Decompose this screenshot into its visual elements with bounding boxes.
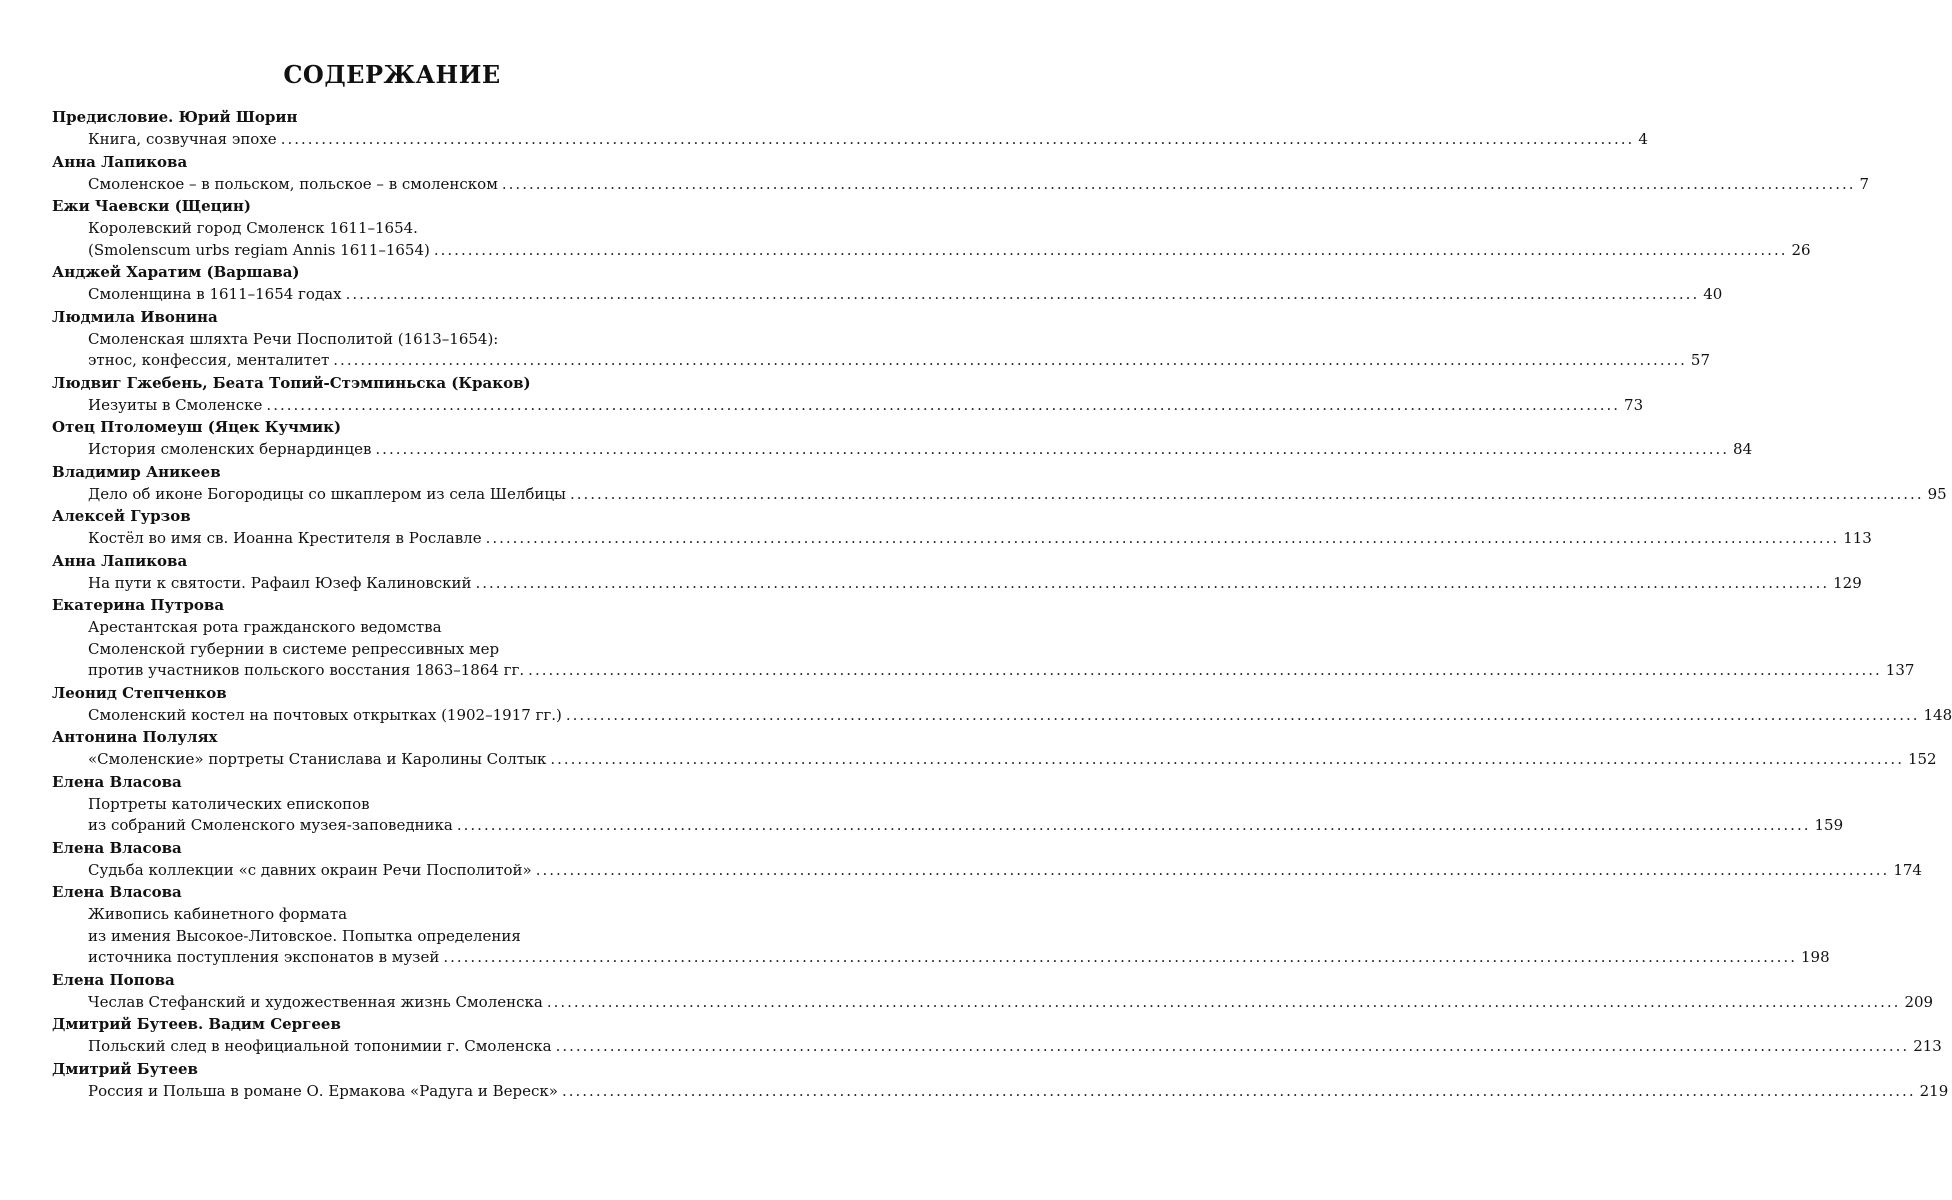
toc-page-number: 129 (1833, 573, 1862, 592)
toc-work-line (88, 528, 1872, 550)
toc-author: Анна Лапикова (52, 551, 188, 570)
toc-work (52, 705, 1952, 727)
toc-work-title: «Смоленские» портреты Станислава и Каролины Солтык (88, 750, 547, 768)
toc-entry (52, 416, 1753, 461)
toc-page-number: 95 (1927, 484, 1947, 503)
dot-leader: ........................................................................................................................................................................................................ (565, 705, 1920, 724)
toc-work-title: Костёл во имя св. Иоанна Крестителя в Рославле (88, 529, 482, 547)
toc-page-number: 198 (1800, 948, 1830, 966)
toc-page-number: 73 (1624, 395, 1644, 414)
toc-work-line (88, 240, 1811, 262)
toc-author: Ежи Чаевски (Щецин) (52, 197, 251, 215)
toc-page-number: 137 (1885, 661, 1915, 679)
toc-entry (52, 594, 1915, 682)
toc-work-title: Россия и Польша в романе О. Ермакова «Радуга и Вереск» (88, 1081, 558, 1100)
toc-page-number: 213 (1913, 1037, 1942, 1055)
dot-leader: ........................................................................................................................................................................................................ (485, 529, 1840, 547)
toc-work-title: На пути к святости. Рафаил Юзеф Калиновский (88, 573, 472, 592)
toc-entry (52, 195, 1811, 261)
toc-page-number: 219 (1919, 1081, 1949, 1100)
toc-work (52, 1081, 1949, 1103)
page-title: СОДЕРЖАНИЕ (283, 60, 501, 89)
toc-author: Алексей Гурзов (52, 507, 191, 525)
toc-work-title: История смоленских бернардинцев (88, 440, 372, 458)
toc-work (52, 329, 1710, 372)
toc-work-title: Чеслав Стефанский и художественная жизнь Смоленска (88, 992, 543, 1011)
toc-work-line (88, 284, 1723, 306)
toc-work (52, 749, 1937, 771)
toc-page-number: 174 (1893, 860, 1922, 879)
toc-entry (52, 726, 1937, 771)
toc-work-line (88, 1036, 1942, 1058)
dot-leader: ........................................................................................................................................................................................................ (375, 440, 1730, 458)
toc-work (52, 129, 1648, 151)
toc-page-number: 40 (1703, 285, 1723, 303)
toc-entry (52, 1013, 1942, 1058)
toc-entry (52, 261, 1723, 306)
toc-work (52, 617, 1915, 682)
toc-work-line (88, 573, 1862, 595)
toc-work-line (88, 947, 1830, 969)
toc-work-line: Смоленская шляхта Речи Посполитой (1613–1654): (88, 329, 499, 348)
toc-author: Отец Птоломеуш (Яцек Кучмик) (52, 418, 342, 436)
toc-page-number: 84 (1733, 440, 1753, 458)
toc-page-number: 26 (1791, 240, 1811, 259)
dot-leader: ........................................................................................................................................................................................................ (550, 750, 1904, 768)
dot-leader: ........................................................................................................................................................................................................ (433, 240, 1788, 259)
toc-author: Елена Власова (52, 883, 182, 901)
toc-work-title: Смоленский костел на почтовых открытках (1902–1917 гг.) (88, 705, 562, 724)
toc-work-title: против участников польского восстания 1863–1864 гг. (88, 661, 525, 679)
dot-leader: ........................................................................................................................................................................................................ (561, 1081, 1916, 1100)
toc-work (52, 439, 1753, 461)
toc-work-line: Арестантская рота гражданского ведомства (88, 618, 442, 636)
toc-page-number: 152 (1907, 750, 1937, 768)
toc-entry (52, 372, 1644, 417)
toc-work-line: Живопись кабинетного формата (88, 905, 348, 923)
toc-entry (52, 1058, 1949, 1103)
toc-author: Предисловие. Юрий Шорин (52, 108, 298, 126)
dot-leader: ........................................................................................................................................................................................................ (345, 285, 1700, 303)
toc-entry (52, 306, 1710, 372)
toc-work-title: источника поступления экспонатов в музей (88, 948, 440, 966)
toc-author: Людмила Ивонина (52, 307, 218, 326)
toc-entry (52, 151, 1870, 196)
toc-work-title: Польский след в неофициальной топонимии г. Смоленска (88, 1037, 552, 1055)
toc-work-title: из собраний Смоленского музея-заповедника (88, 816, 453, 834)
dot-leader: ........................................................................................................................................................................................................ (266, 395, 1621, 414)
toc-work-line (88, 860, 1922, 882)
toc-entry (52, 682, 1952, 727)
toc-work-line: из имения Высокое-Литовское. Попытка определения (88, 926, 521, 945)
toc-author: Анна Лапикова (52, 152, 188, 171)
toc-work-line (88, 1081, 1949, 1103)
toc-entry (52, 881, 1830, 969)
dot-leader: ........................................................................................................................................................................................................ (501, 174, 1856, 193)
toc-page-number: 113 (1843, 529, 1872, 547)
toc-author: Екатерина Путрова (52, 596, 225, 614)
toc-work (52, 1036, 1942, 1058)
toc-work (52, 794, 1844, 837)
toc-entry (52, 550, 1862, 595)
dot-leader: ........................................................................................................................................................................................................ (456, 816, 1811, 834)
dot-leader: ........................................................................................................................................................................................................ (546, 992, 1901, 1011)
dot-leader: ........................................................................................................................................................................................................ (535, 860, 1890, 879)
toc-work-line (88, 174, 1870, 196)
toc-work-title: Книга, созвучная эпохе (88, 130, 277, 148)
toc-work (52, 573, 1862, 595)
toc-page-number: 159 (1814, 816, 1844, 834)
toc-work-line (88, 660, 1915, 682)
toc-work-line (88, 992, 1934, 1014)
dot-leader: ........................................................................................................................................................................................................ (280, 130, 1635, 148)
toc-work-title: Судьба коллекции «с давних окраин Речи Посполитой» (88, 860, 532, 879)
toc-work-line (88, 350, 1710, 372)
toc-entry (52, 505, 1872, 550)
toc-work (52, 528, 1872, 550)
toc-work-line (88, 439, 1753, 461)
toc-work-line (88, 395, 1644, 417)
toc-work (52, 860, 1922, 882)
toc-entry (52, 106, 1648, 151)
dot-leader: ........................................................................................................................................................................................................ (333, 351, 1687, 369)
toc-work-line (88, 705, 1952, 727)
toc-author: Леонид Степченков (52, 683, 227, 702)
dot-leader: ........................................................................................................................................................................................................ (475, 573, 1830, 592)
dot-leader: ........................................................................................................................................................................................................ (555, 1037, 1910, 1055)
dot-leader: ........................................................................................................................................................................................................ (443, 948, 1797, 966)
toc-work (52, 174, 1870, 196)
toc-work-line (88, 484, 1947, 506)
dot-leader: ........................................................................................................................................................................................................ (528, 661, 1882, 679)
toc-work-title: Смоленщина в 1611–1654 годах (88, 285, 342, 303)
toc-work-line: Портреты католических епископов (88, 794, 370, 813)
toc-page-number: 148 (1923, 705, 1952, 724)
toc-page-number: 7 (1859, 174, 1870, 193)
dot-leader: ........................................................................................................................................................................................................ (569, 484, 1924, 503)
toc-work (52, 284, 1723, 306)
table-of-contents (52, 106, 1952, 1102)
toc-author: Владимир Аникеев (52, 462, 221, 481)
toc-page-number: 209 (1904, 992, 1934, 1011)
toc-work (52, 218, 1811, 261)
toc-work-line (88, 749, 1937, 771)
toc-author: Елена Власова (52, 772, 182, 791)
toc-work-title: Иезуиты в Смоленске (88, 395, 263, 414)
toc-work (52, 395, 1644, 417)
toc-author: Елена Власова (52, 838, 182, 857)
toc-author: Дмитрий Бутеев (52, 1059, 198, 1078)
toc-entry (52, 969, 1934, 1014)
toc-page-number: 4 (1638, 130, 1648, 148)
toc-author: Антонина Полулях (52, 728, 218, 746)
toc-work-title: Смоленское – в польском, польское – в смоленском (88, 174, 498, 193)
toc-entry (52, 771, 1844, 837)
toc-entry (52, 837, 1922, 882)
toc-work (52, 992, 1934, 1014)
toc-author: Елена Попова (52, 970, 175, 989)
toc-page-number: 57 (1690, 351, 1710, 369)
toc-author: Анджей Харатим (Варшава) (52, 263, 300, 281)
toc-work-title: Дело об иконе Богородицы со шкаплером из села Шелбицы (88, 484, 566, 503)
toc-work-line: Королевский город Смоленск 1611–1654. (88, 219, 418, 237)
toc-work-title: этнос, конфессия, менталитет (88, 351, 330, 369)
toc-work (52, 484, 1947, 506)
toc-work (52, 904, 1830, 969)
toc-author: Людвиг Гжебень, Беата Топий-Стэмпиньска (Краков) (52, 373, 531, 392)
toc-work-line: Смоленской губернии в системе репрессивных мер (88, 639, 500, 658)
toc-work-line (88, 815, 1844, 837)
toc-work-line (88, 129, 1648, 151)
toc-work-title: (Smolenscum urbs regiam Annis 1611–1654) (88, 240, 430, 259)
toc-entry (52, 461, 1947, 506)
toc-author: Дмитрий Бутеев. Вадим Сергеев (52, 1015, 341, 1033)
